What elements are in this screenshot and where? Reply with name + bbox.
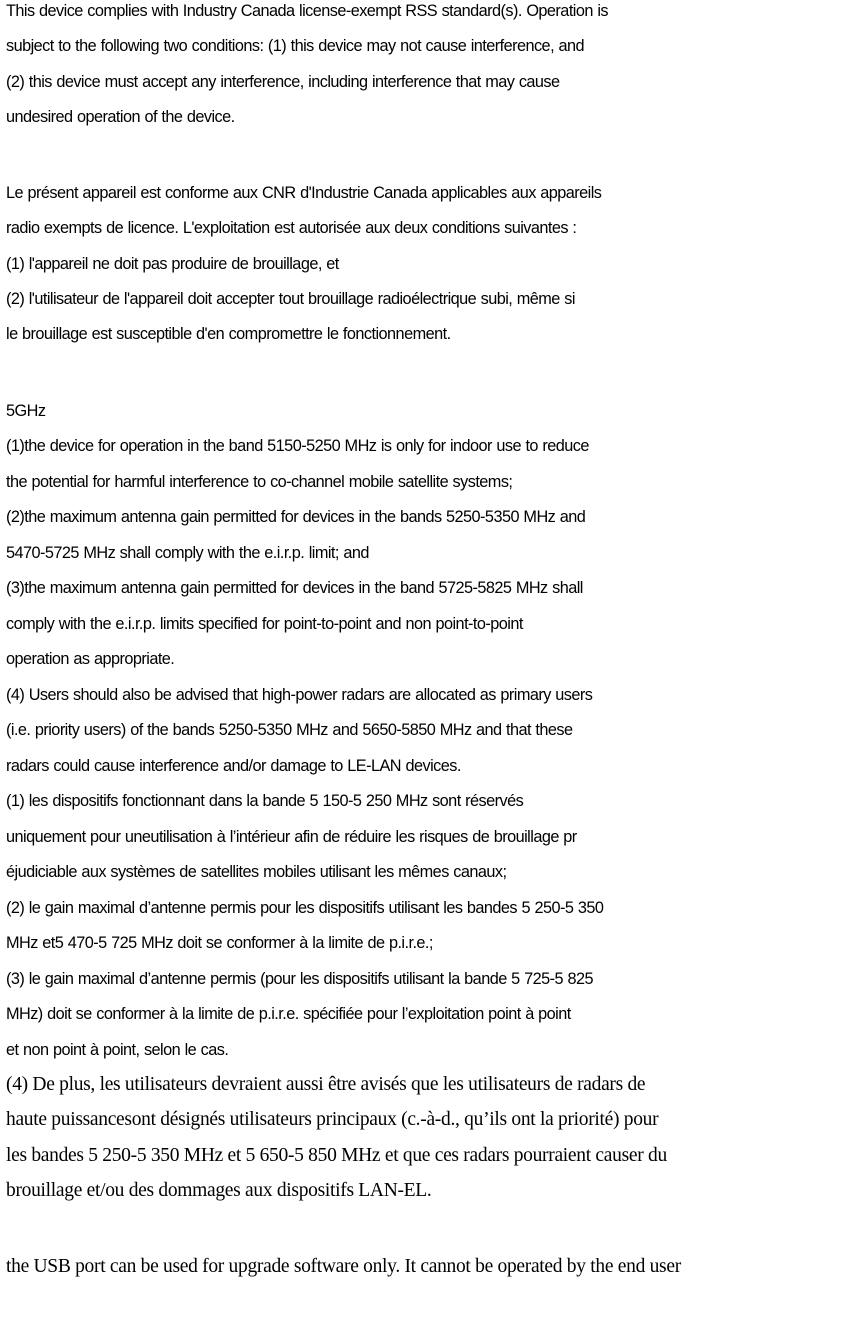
ic-english-line: undesired operation of the device. xyxy=(6,108,235,126)
band-line: MHz) doit se conformer à la limite de p.i.r.e. spécifiée pour l’exploitation point à point xyxy=(6,1005,571,1023)
radar-french-line: les bandes 5 250-5 350 MHz et 5 650-5 850 MHz et que ces radars pourraient causer du xyxy=(6,1145,667,1166)
band-line: MHz et5 470-5 725 MHz doit se conformer à la limite de p.i.r.e.; xyxy=(6,934,433,952)
band-line: 5470-5725 MHz shall comply with the e.i.r.p. limit; and xyxy=(6,544,369,562)
radar-french-line: brouillage et/ou des dommages aux dispositifs LAN-EL. xyxy=(6,1180,432,1201)
radar-french-line: (4) De plus, les utilisateurs devraient aussi être avisés que les utilisateurs de radars de xyxy=(6,1074,646,1095)
band-line: (1) les dispositifs fonctionnant dans la bande 5 150-5 250 MHz sont réservés xyxy=(6,792,524,810)
band-line: (3)the maximum antenna gain permitted for devices in the band 5725-5825 MHz shall xyxy=(6,579,583,597)
ic-english-line: This device complies with Industry Canada license-exempt RSS standard(s). Operation is xyxy=(6,2,608,20)
radar-french-line: haute puissancesont désignés utilisateurs principaux (c.-à-d., qu’ils ont la priorité) pour xyxy=(6,1109,659,1130)
band-line: operation as appropriate. xyxy=(6,650,175,668)
band-line: éjudiciable aux systèmes de satellites mobiles utilisant les mêmes canaux; xyxy=(6,863,507,881)
usb-note: the USB port can be used for upgrade software only. It cannot be operated by the end user xyxy=(6,1256,681,1277)
band-line: (4) Users should also be advised that high-power radars are allocated as primary users xyxy=(6,686,593,704)
ic-french-line: le brouillage est susceptible d'en compromettre le fonctionnement. xyxy=(6,325,451,343)
ic-french-line: Le présent appareil est conforme aux CNR d'Industrie Canada applicables aux appareils xyxy=(6,184,602,202)
band-heading: 5GHz xyxy=(6,402,46,420)
band-line: (3) le gain maximal d’antenne permis (pour les dispositifs utilisant la bande 5 725-5 825 xyxy=(6,970,594,988)
band-line: (2) le gain maximal d’antenne permis pour les dispositifs utilisant les bandes 5 250-5 350 xyxy=(6,899,604,917)
band-line: radars could cause interference and/or damage to LE-LAN devices. xyxy=(6,757,461,775)
band-line: comply with the e.i.r.p. limits specified for point-to-point and non point-to-point xyxy=(6,615,523,633)
band-line: (i.e. priority users) of the bands 5250-5350 MHz and 5650-5850 MHz and that these xyxy=(6,721,573,739)
band-line: (2)the maximum antenna gain permitted for devices in the bands 5250-5350 MHz and xyxy=(6,508,586,526)
band-line: (1)the device for operation in the band 5150-5250 MHz is only for indoor use to reduce xyxy=(6,437,589,455)
ic-french-line: radio exempts de licence. L'exploitation est autorisée aux deux conditions suivantes : xyxy=(6,219,577,237)
ic-english-line: (2) this device must accept any interference, including interference that may cause xyxy=(6,73,560,91)
ic-english-line: subject to the following two conditions: (1) this device may not cause interference, and xyxy=(6,37,585,55)
ic-french-line: (1) l'appareil ne doit pas produire de brouillage, et xyxy=(6,255,339,273)
band-line: uniquement pour uneutilisation à l’intérieur afin de réduire les risques de brouillage pr xyxy=(6,828,577,846)
ic-french-line: (2) l'utilisateur de l'appareil doit accepter tout brouillage radioélectrique subi, même si xyxy=(6,290,575,308)
band-line: et non point à point, selon le cas. xyxy=(6,1041,229,1059)
band-line: the potential for harmful interference to co-channel mobile satellite systems; xyxy=(6,473,513,491)
